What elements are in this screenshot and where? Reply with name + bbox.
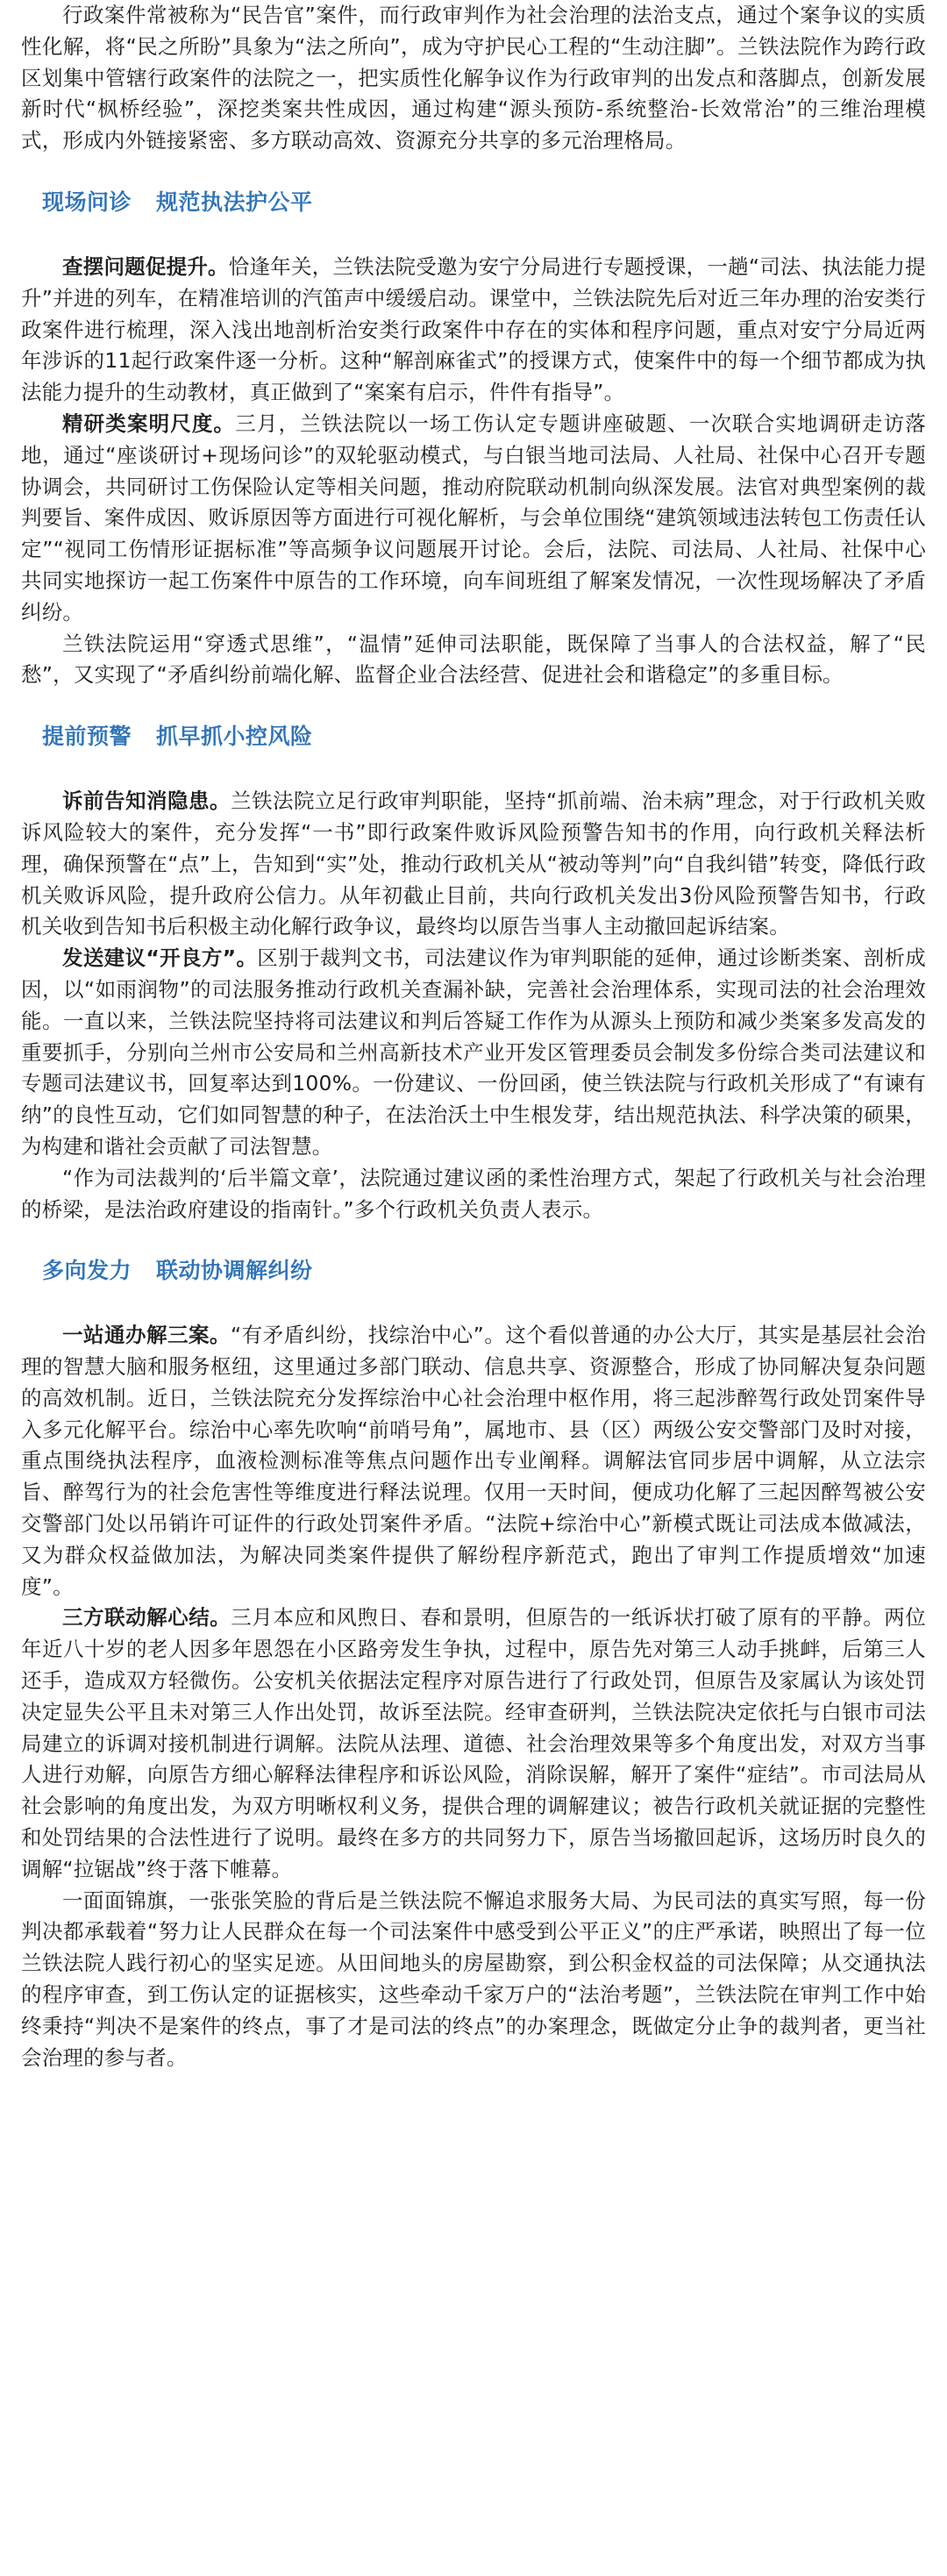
paragraph-text: 三月，兰铁法院以一场工伤认定专题讲座破题、一次联合实地调研走访落地，通过“座谈研讨+现场问诊”的双轮驱动模式，与白银当地司法局、人社局、社保中心召开专题协调会，共同研讨工伤保险认定等相关问题，推动府院联动机制向纵深发展。法官对典型案例的裁判要旨、案件成因、败诉原因等方面进行可视化解析，与会单位围绕“建筑领域违法转包工伤责任认定”“视同工伤情形证据标准”等高频争议问题展开讨论。会后，法院、司法局、人社局、社保中心共同实地探访一起工伤案件中原告的工作环境，向车间班组了解案发情况，一次性现场解决了矛盾纠纷。 xyxy=(21,410,926,624)
paragraph xyxy=(21,943,926,1163)
intro-paragraph: 行政案件常被称为“民告官”案件，而行政审判作为社会治理的法治支点，通过个案争议的实质性化解，将“民之所盼”具象为“法之所向”，成为守护民心工程的“生动注脚”。兰铁法院作为跨行政区划集中管辖行政案件的法院之一，把实质性化解争议作为行政审判的出发点和落脚点，创新发展新时代“枫桥经验”，深挖类案共性成因，通过构建“源头预防-系统整治-长效常治”的三维治理模式，形成内外链接紧密、多方联动高效、资源充分共享的多元治理格局。 xyxy=(21,3,926,153)
section-heading-multi-directional xyxy=(21,1253,926,1288)
section-heading-early-warning xyxy=(21,719,926,754)
section-heading-part-b: 联动协调解纠纷 xyxy=(156,1258,313,1284)
paragraph-lead: 一站通办解三案。 xyxy=(62,1323,231,1348)
paragraph xyxy=(21,1163,926,1226)
paragraph xyxy=(21,1602,926,1885)
paragraph-text: 一面面锦旗，一张张笑脸的背后是兰铁法院不懈追求服务大局、为民司法的真实写照，每一份判决都承载着“努力让人民群众在每一个司法案件中感受到公平正义”的庄严承诺，映照出了每一位兰铁法院人践行初心的坚实足迹。从田间地头的房屋勘察，到公积金权益的司法保障；从交通执法的程序审查，到工伤认定的证据核实，这些牵动千家万户的“法治考题”，兰铁法院在审判工作中始终秉持“判决不是案件的终点，事了才是司法的终点”的办案理念，既做定分止争的裁判者，更当社会治理的参与者。 xyxy=(21,1887,926,2070)
paragraph xyxy=(21,786,926,943)
paragraph-text: 三月本应和风煦日、春和景明，但原告的一纸诉状打破了原有的平静。两位年近八十岁的老人因多年恩怨在小区路旁发生争执，过程中，原告先对第三人动手挑衅，后第三人还手，造成双方轻微伤。公安机关依据法定程序对原告进行了行政处罚，但原告及家属认为该处罚决定显失公平且未对第三人作出处罚，故诉至法院。经审查研判，兰铁法院决定依托与白银市司法局建立的诉调对接机制进行调解。法院从法理、道德、社会治理效果等多个角度出发，对双方当事人进行劝解，向原告方细心解释法律程序和诉讼风险，消除误解，解开了案件“症结”。市司法局从社会影响的角度出发，为双方明晰权利义务，提供合理的调解建议；被告行政机关就证据的完整性和处罚结果的合法性进行了说明。最终在多方的共同努力下，原告当场撤回起诉，这场历时良久的调解“拉锯战”终于落下帷幕。 xyxy=(21,1605,926,1881)
paragraph-text: “作为司法裁判的‘后半篇文章’，法院通过建议函的柔性治理方式，架起了行政机关与社会治理的桥梁，是法治政府建设的指南针。”多个行政机关负责人表示。 xyxy=(21,1165,926,1222)
section-heading-on-site-diagnosis xyxy=(21,185,926,220)
paragraph-lead: 发送建议“开良方”。 xyxy=(62,945,258,971)
paragraph-text: 恰逢年关，兰铁法院受邀为安宁分局进行专题授课，一趟“司法、执法能力提升”并进的列车，在精准培训的汽笛声中缓缓启动。课堂中，兰铁法院先后对近三年办理的治安类行政案件进行梳理，深入浅出地剖析治安类行政案件中存在的实体和程序问题，重点对安宁分局近两年涉诉的11起行政案件逐一分析。这种“解剖麻雀式”的授课方式，使案件中的每一个细节都成为执法能力提升的生动教材，真正做到了“案案有启示，件件有指导”。 xyxy=(21,253,926,405)
section-heading-part-a: 多向发力 xyxy=(42,1258,132,1284)
paragraph-text: 兰铁法院运用“穿透式思维”，“温情”延伸司法职能，既保障了当事人的合法权益，解了“民愁”，又实现了“矛盾纠纷前端化解、监督企业合法经营、促进社会和谐稳定”的多重目标。 xyxy=(21,631,926,688)
paragraph xyxy=(21,409,926,629)
paragraph-lead: 精研类案明尺度。 xyxy=(62,410,236,436)
paragraph-lead: 查摆问题促提升。 xyxy=(62,253,229,279)
paragraph-text: 兰铁法院立足行政审判职能，坚持“抓前端、治未病”理念，对于行政机关败诉风险较大的案件，充分发挥“一书”即行政案件败诉风险预警告知书的作用，向行政机关释法析理，确保预警在“点”上，告知到“实”处，推动行政机关从“被动等判”向“自我纠错”转变，降低行政机关败诉风险，提升政府公信力。从年初截止目前，共向行政机关发出3份风险预警告知书，行政机关收到告知书后积极主动化解行政争议，最终均以原告当事人主动撤回起诉结案。 xyxy=(21,788,926,939)
paragraph xyxy=(21,1320,926,1602)
paragraph-lead: 诉前告知消隐患。 xyxy=(62,788,231,814)
section-heading-part-a: 现场问诊 xyxy=(42,189,132,215)
paragraph xyxy=(21,252,926,409)
paragraph xyxy=(21,629,926,692)
section-heading-part-a: 提前预警 xyxy=(42,724,132,750)
section-heading-part-b: 抓早抓小控风险 xyxy=(156,724,313,750)
paragraph-lead: 三方联动解心结。 xyxy=(62,1605,231,1631)
paragraph-text: “有矛盾纠纷，找综治中心”。这个看似普通的办公大厅，其实是基层社会治理的智慧大脑和服务枢纽，这里通过多部门联动、信息共享、资源整合，形成了协同解决复杂问题的高效机制。近日，兰铁法院充分发挥综治中心社会治理中枢作用，将三起涉醉驾行政处罚案件导入多元化解平台。综治中心率先吹响“前哨号角”，属地市、县（区）两级公安交警部门及时对接，重点围绕执法程序，血液检测标准等焦点问题作出专业阐释。调解法官同步居中调解，从立法宗旨、醉驾行为的社会危害性等维度进行释法说理。仅用一天时间，便成功化解了三起因醉驾被公安交警部门处以吊销许可证件的行政处罚案件矛盾。“法院+综治中心”新模式既让司法成本做减法，又为群众权益做加法，为解决同类案件提供了解纷程序新范式，跑出了审判工作提质增效“加速度”。 xyxy=(21,1323,926,1599)
paragraph xyxy=(21,1886,926,2074)
paragraph-text: 区别于裁判文书，司法建议作为审判职能的延伸，通过诊断类案、剖析成因，以“如雨润物”的司法服务推动行政机关查漏补缺，完善社会治理体系，实现司法的社会治理效能。一直以来，兰铁法院坚持将司法建议和判后答疑工作作为从源头上预防和减少类案多发高发的重要抓手，分别向兰州市公安局和兰州高新技术产业开发区管理委员会制发多份综合类司法建议和专题司法建议书，回复率达到100%。一份建议、一份回函，使兰铁法院与行政机关形成了“有谏有纳”的良性互动，它们如同智慧的种子，在法治沃土中生根发芽，结出规范执法、科学决策的硕果，为构建和谐社会贡献了司法智慧。 xyxy=(21,945,926,1159)
section-heading-part-b: 规范执法护公平 xyxy=(156,189,313,215)
